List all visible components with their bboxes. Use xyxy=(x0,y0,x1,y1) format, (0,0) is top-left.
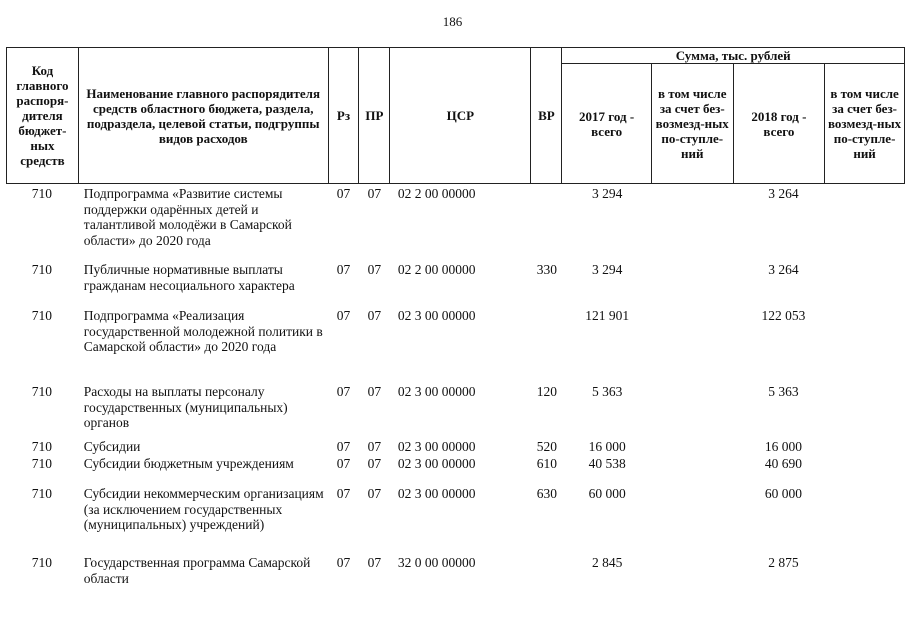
page-number: 186 xyxy=(442,14,463,29)
header-pr: ПР xyxy=(359,48,390,184)
row-pr: 07 xyxy=(367,555,382,570)
table-row xyxy=(6,384,905,439)
row-rz: 07 xyxy=(336,384,351,399)
row-2017-total: 40 538 xyxy=(588,456,626,471)
header-2018-free: в том числе за счет без-возмезд-ных по-ступле-ний xyxy=(825,64,905,184)
row-2017-total: 5 363 xyxy=(591,384,623,399)
row-2018-free xyxy=(825,486,905,555)
row-vr: 330 xyxy=(536,262,557,277)
row-rz: 07 xyxy=(336,486,351,501)
row-code: 710 xyxy=(31,555,52,570)
table-row xyxy=(6,262,905,308)
row-pr: 07 xyxy=(367,186,382,201)
row-2018-total: 40 690 xyxy=(764,456,803,471)
table-row xyxy=(6,456,905,486)
row-name: Государственная программа Самарской области xyxy=(83,555,311,586)
row-pr: 07 xyxy=(367,308,382,323)
row-2017-free xyxy=(652,456,734,486)
row-pr: 07 xyxy=(367,486,382,501)
row-rz: 07 xyxy=(336,456,351,471)
row-name: Публичные нормативные выплаты гражданам несоциального характера xyxy=(83,262,295,293)
header-sum: Сумма, тыс. рублей xyxy=(562,48,905,64)
row-name: Подпрограмма «Реализация государственной молодежной политики в Самарской области» до 2020 года xyxy=(83,308,323,354)
row-2017-total: 16 000 xyxy=(588,439,626,454)
row-2018-free xyxy=(825,186,905,262)
row-code: 710 xyxy=(31,486,52,501)
row-2018-total: 3 264 xyxy=(768,262,799,277)
row-2017-free xyxy=(652,439,734,456)
row-pr: 07 xyxy=(367,456,382,471)
row-vr: 520 xyxy=(536,439,557,454)
row-rz: 07 xyxy=(336,262,351,277)
row-name: Субсидии бюджетным учреждениям xyxy=(83,456,294,471)
row-2018-free xyxy=(825,456,905,486)
row-csr: 02 3 00 00000 xyxy=(397,384,476,399)
header-code: Код главного распоря-дителя бюджет-ных средств xyxy=(7,48,79,184)
row-2018-total: 5 363 xyxy=(768,384,799,399)
row-code: 710 xyxy=(31,384,52,399)
row-code: 710 xyxy=(31,456,52,471)
row-2017-free xyxy=(652,486,734,555)
row-csr: 02 2 00 00000 xyxy=(397,186,476,201)
header-2017-total: 2017 год - всего xyxy=(562,64,652,184)
row-name: Расходы на выплаты персоналу государственных (муниципальных) органов xyxy=(83,384,288,430)
row-2018-free xyxy=(825,439,905,456)
row-pr: 07 xyxy=(367,439,382,454)
row-rz: 07 xyxy=(336,439,351,454)
row-code: 710 xyxy=(31,262,52,277)
row-2017-free xyxy=(652,555,734,595)
table-body xyxy=(6,186,905,595)
row-vr xyxy=(531,186,562,262)
table-row xyxy=(6,439,905,456)
row-vr: 120 xyxy=(536,384,557,399)
row-2018-total: 2 875 xyxy=(768,555,799,570)
row-csr: 02 3 00 00000 xyxy=(397,308,476,323)
row-vr: 630 xyxy=(536,486,557,501)
row-2017-free xyxy=(652,186,734,262)
row-rz: 07 xyxy=(336,308,351,323)
row-code: 710 xyxy=(31,439,52,454)
row-2017-total: 3 294 xyxy=(591,186,623,201)
row-2018-free xyxy=(825,308,905,384)
row-2018-total: 16 000 xyxy=(764,439,803,454)
header-vr: ВР xyxy=(531,48,562,184)
table-row xyxy=(6,308,905,384)
row-csr: 02 3 00 00000 xyxy=(397,456,476,471)
row-csr: 02 3 00 00000 xyxy=(397,486,476,501)
row-2018-total: 60 000 xyxy=(764,486,803,501)
row-csr: 02 3 00 00000 xyxy=(397,439,476,454)
row-pr: 07 xyxy=(367,384,382,399)
row-vr xyxy=(531,555,562,595)
row-2017-free xyxy=(652,262,734,308)
table-header xyxy=(6,47,905,184)
row-name: Субсидии некоммерческим организациям (за исключением государственных (муниципальных) учреждений) xyxy=(83,486,324,532)
row-vr xyxy=(531,308,562,384)
header-name: Наименование главного распорядителя средств областного бюджета, раздела, подраздела, целевой статьи, подгруппы видов расходов xyxy=(78,48,328,184)
row-2018-total: 122 053 xyxy=(761,308,806,323)
row-2017-total: 60 000 xyxy=(588,486,626,501)
row-vr: 610 xyxy=(536,456,557,471)
row-2018-total: 3 264 xyxy=(768,186,799,201)
header-2018-total: 2018 год - всего xyxy=(733,64,825,184)
row-rz: 07 xyxy=(336,186,351,201)
table-row xyxy=(6,486,905,555)
row-code: 710 xyxy=(31,308,52,323)
row-2018-free xyxy=(825,384,905,439)
row-csr: 32 0 00 00000 xyxy=(397,555,476,570)
row-2017-total: 3 294 xyxy=(591,262,623,277)
row-rz: 07 xyxy=(336,555,351,570)
row-2018-free xyxy=(825,262,905,308)
row-2017-free xyxy=(652,384,734,439)
table-row xyxy=(6,555,905,595)
row-code: 710 xyxy=(31,186,52,201)
row-pr: 07 xyxy=(367,262,382,277)
header-rz: Рз xyxy=(328,48,359,184)
row-name: Субсидии xyxy=(83,439,141,454)
row-2017-free xyxy=(652,308,734,384)
header-csr: ЦСР xyxy=(390,48,531,184)
row-2017-total: 121 901 xyxy=(585,308,630,323)
table-row xyxy=(6,186,905,262)
header-2017-free: в том числе за счет без-возмезд-ных по-ступле-ний xyxy=(651,64,733,184)
row-2017-total: 2 845 xyxy=(591,555,623,570)
row-csr: 02 2 00 00000 xyxy=(397,262,476,277)
row-2018-free xyxy=(825,555,905,595)
row-name: Подпрограмма «Развитие системы поддержки одарённых детей и талантливой молодёжи в Самарской области» до 2020 года xyxy=(83,186,292,248)
